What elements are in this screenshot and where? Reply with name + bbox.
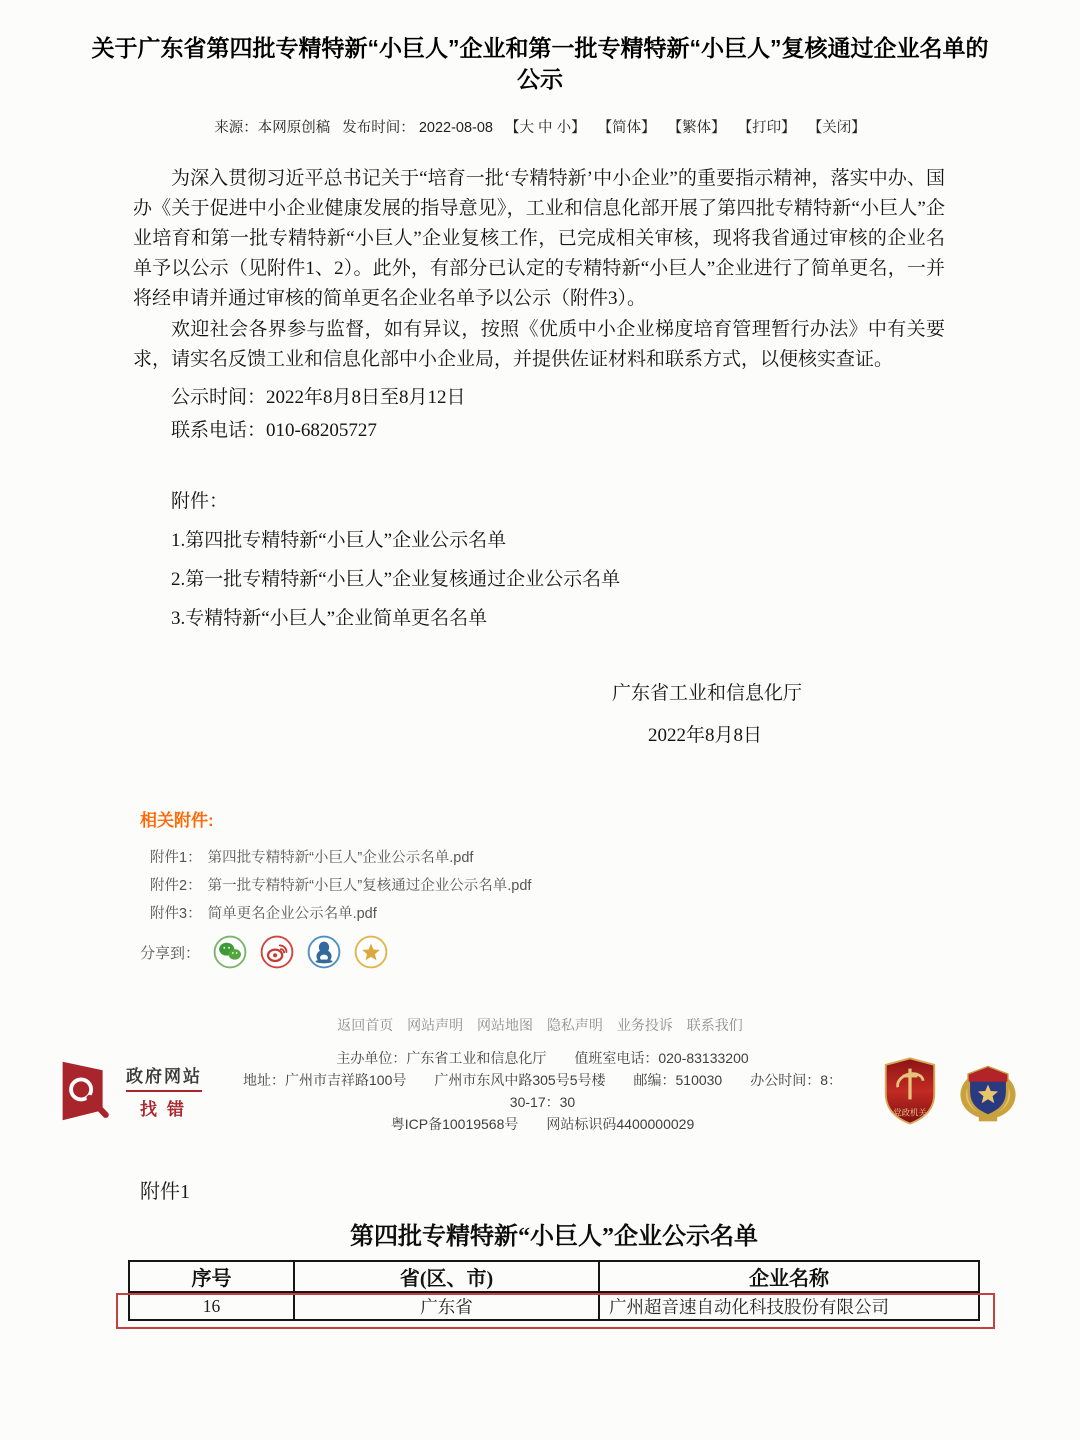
related-file-label: 附件3： — [150, 906, 202, 922]
column-header-index: 序号 — [129, 1261, 294, 1292]
pubtime-label: 发布时间： 2022-08-08 — [342, 120, 493, 136]
footer-nav-home[interactable]: 返回首页 — [337, 1017, 394, 1033]
table-header-row — [129, 1261, 979, 1292]
footer-nav-complaint[interactable]: 业务投诉 — [616, 1017, 673, 1033]
publicity-period: 公示时间：2022年8月8日至8月12日 — [171, 387, 466, 408]
party-gov-badge-text: 党政机关 — [893, 1107, 927, 1118]
attachments-label: 附件： — [171, 491, 229, 512]
related-file-label: 附件1： — [150, 850, 202, 866]
share-label: 分享到： — [140, 944, 201, 962]
footer-nav-contact[interactable]: 联系我们 — [686, 1017, 743, 1033]
source-label: 来源：本网原创稿 — [214, 120, 331, 136]
related-file-link-2[interactable] — [150, 872, 1080, 900]
related-file-link-1[interactable] — [150, 844, 1080, 872]
article-meta — [0, 116, 1080, 137]
magnifier-flag-icon — [58, 1058, 118, 1124]
cell-index: 16 — [129, 1292, 294, 1320]
simplified-button[interactable]: 【简体】 — [597, 120, 656, 136]
print-button[interactable]: 【打印】 — [737, 120, 796, 136]
weibo-share-icon[interactable] — [260, 935, 294, 969]
paragraph-1: 为深入贯彻习近平总书记关于“培育一批‘专精特新’中小企业”的重要指示精神，落实中办、国办《关于促进中小企业健康发展的指导意见》，工业和信息化部开展了第四批专精特新“小巨人”企业培育和第一批专精特新“小巨人”企业复核工作，已完成相关审核，现将我省通过审核的企业名单予以公示（见附件1、2）。此外，有部分已认定的专精特新“小巨人”企业进行了简单更名，一并将经申请并通过审核的简单更名企业名单予以公示（附件3）。 — [133, 168, 945, 309]
footer-nav-statement[interactable]: 网站声明 — [407, 1017, 464, 1033]
column-header-company: 企业名称 — [599, 1261, 979, 1292]
annex-section — [0, 1175, 1080, 1321]
related-attachments-heading: 相关附件: — [140, 811, 214, 830]
related-file-label: 附件2： — [150, 878, 202, 894]
wechat-share-icon[interactable] — [213, 935, 247, 969]
paragraph-2: 欢迎社会各界参与监督，如有异议，按照《优质中小企业梯度培育管理暂行办法》中有关要求，请实名反馈工业和信息化部中小企业局，并提供佐证材料和联系方式，以便核实查证。 — [133, 319, 945, 370]
page-title: 关于广东省第四批专精特新“小巨人”企业和第一批专精特新“小巨人”复核通过企业名单的公示 — [91, 35, 989, 92]
attachment-item-3: 3.专精特新“小巨人”企业简单更名名单 — [171, 608, 488, 629]
footer-address-line: 地址：广州市吉祥路100号 广州市东风中路305号5号楼 邮编：510030 办公时间：8：30-17：30 — [243, 1072, 843, 1110]
annex-table — [128, 1260, 980, 1321]
signature-org: 广东省工业和信息化厅 — [611, 683, 802, 704]
contact-phone: 联系电话：010-68205727 — [171, 420, 377, 441]
close-button[interactable]: 【关闭】 — [807, 120, 866, 136]
related-attachments-section — [140, 806, 1080, 969]
footer-nav — [0, 1015, 1080, 1035]
attachment-item-1: 1.第四批专精特新“小巨人”企业公示名单 — [171, 530, 507, 551]
annex-label: 附件1 — [140, 1181, 190, 1203]
annex-table-wrap — [128, 1260, 980, 1321]
annex-table-title: 第四批专精特新“小巨人”企业公示名单 — [350, 1224, 758, 1250]
footer-organizer-line: 主办单位：广东省工业和信息化厅 值班室电话：020-83133200 — [336, 1050, 749, 1066]
gov-site-error-report-widget[interactable] — [58, 1058, 243, 1124]
attachment-item-2: 2.第一批专精特新“小巨人”企业复核通过企业公示名单 — [171, 569, 621, 590]
column-header-province: 省(区、市) — [294, 1261, 599, 1292]
footer-nav-sitemap[interactable]: 网站地图 — [477, 1017, 534, 1033]
related-file-link-3[interactable] — [150, 900, 1080, 928]
gov-site-label: 政府网站 — [126, 1062, 202, 1092]
font-size-controls[interactable]: 【大 中 小】 — [505, 120, 586, 136]
table-row — [129, 1292, 979, 1320]
footer-info — [243, 1047, 842, 1135]
article-body — [133, 164, 945, 751]
footer-icp-line: 粤ICP备10019568号 网站标识码4400000029 — [390, 1116, 695, 1132]
traditional-button[interactable]: 【繁体】 — [667, 120, 726, 136]
related-file-name[interactable]: 简单更名企业公示名单.pdf — [207, 906, 377, 922]
qzone-share-icon[interactable] — [354, 935, 388, 969]
related-file-name[interactable]: 第四批专精特新“小巨人”企业公示名单.pdf — [207, 850, 474, 866]
footer-badges — [842, 1056, 1022, 1126]
share-row — [140, 935, 1080, 969]
signature-date: 2022年8月8日 — [647, 725, 762, 746]
cell-company: 广州超音速自动化科技股份有限公司 — [599, 1292, 979, 1320]
police-badge-icon[interactable] — [954, 1056, 1022, 1126]
find-error-label: 找错 — [140, 1100, 194, 1119]
related-file-name[interactable]: 第一批专精特新“小巨人”复核通过企业公示名单.pdf — [207, 878, 532, 894]
qq-share-icon[interactable] — [307, 935, 341, 969]
footer-nav-privacy[interactable]: 隐私声明 — [546, 1017, 603, 1033]
footer-main — [0, 1047, 1080, 1135]
party-gov-badge-icon[interactable] — [882, 1056, 938, 1126]
cell-province: 广东省 — [294, 1292, 599, 1320]
